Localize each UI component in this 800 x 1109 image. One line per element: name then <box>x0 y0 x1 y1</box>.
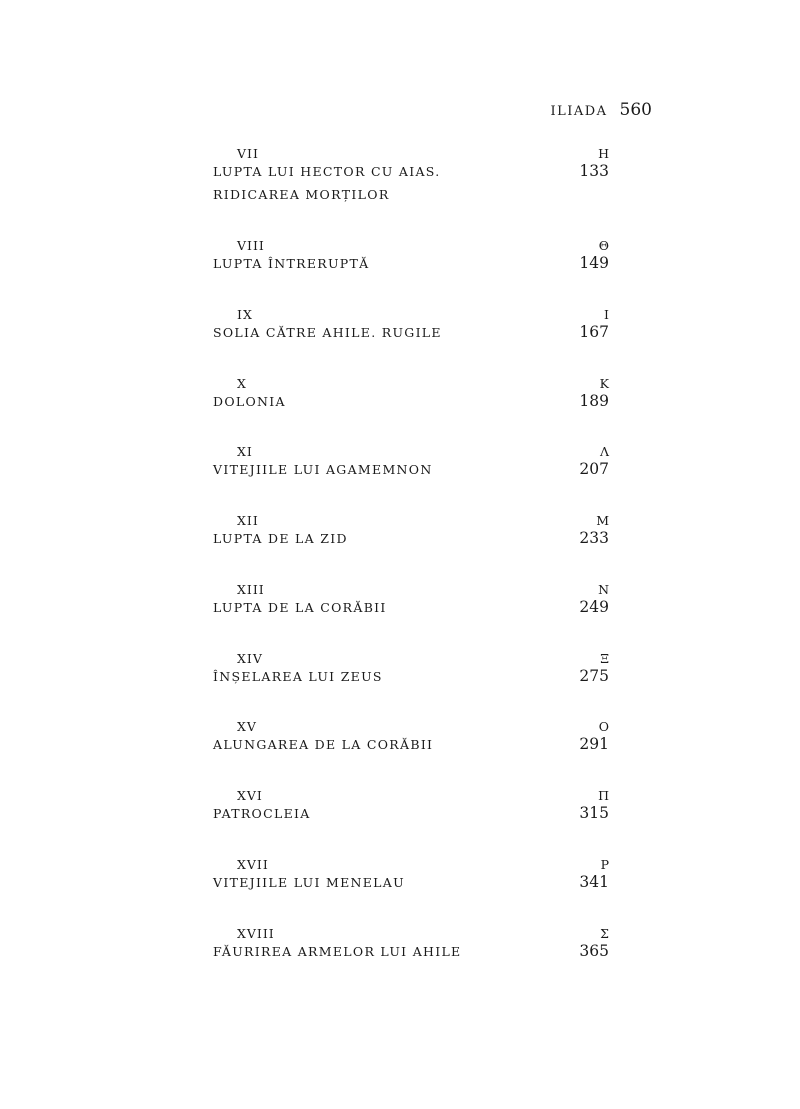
greek-letter: Ρ <box>600 856 609 872</box>
chapter-title <box>213 527 348 550</box>
toc-entry <box>213 299 609 368</box>
greek-letter: Ο <box>598 719 609 735</box>
roman-numeral: XVII <box>237 856 269 872</box>
chapter-title-line: PATROCLEIA <box>213 806 311 821</box>
greek-letter: Κ <box>599 375 609 391</box>
table-of-contents <box>213 138 609 986</box>
toc-entry <box>213 711 609 780</box>
greek-letter: Σ <box>600 925 609 941</box>
greek-letter: Ν <box>598 581 609 597</box>
roman-numeral: X <box>237 375 247 391</box>
greek-letter: Ξ <box>600 650 609 666</box>
chapter-title <box>213 733 433 756</box>
chapter-title-row <box>213 527 609 550</box>
greek-letter: Θ <box>598 238 609 253</box>
toc-entry <box>213 230 609 299</box>
chapter-title-line: ALUNGAREA DE LA CORĂBII <box>213 737 434 753</box>
chapter-title <box>213 871 405 894</box>
chapter-title <box>213 665 383 688</box>
book-number-row <box>213 711 609 733</box>
toc-entry <box>213 368 609 437</box>
book-number-row <box>213 849 609 871</box>
greek-letter: Μ <box>596 513 609 528</box>
toc-entry <box>213 574 609 643</box>
chapter-page-number: 149 <box>579 254 609 272</box>
roman-numeral: XV <box>237 719 257 735</box>
chapter-title-line: LUPTA ÎNTRERUPTĂ <box>213 256 370 271</box>
roman-numeral: VIII <box>237 238 265 253</box>
chapter-title-line: DOLONIA <box>213 393 286 409</box>
chapter-page-number: 249 <box>579 597 609 616</box>
chapter-title-line: LUPTA LUI HECTOR CU AIAS. <box>213 164 441 179</box>
greek-letter: Λ <box>599 444 609 460</box>
greek-letter: Π <box>598 788 609 803</box>
greek-letter: Η <box>598 146 609 161</box>
chapter-title-row <box>213 733 609 756</box>
chapter-title-row <box>213 458 609 481</box>
chapter-title <box>213 252 370 275</box>
roman-numeral: XVI <box>237 788 263 803</box>
chapter-title-line: VITEJIILE LUI AGAMEMNON <box>213 462 433 478</box>
page-number: 560 <box>619 100 652 120</box>
chapter-title <box>213 802 311 825</box>
chapter-title-row <box>213 802 609 825</box>
toc-entry <box>213 780 609 849</box>
chapter-title-line: VITEJIILE LUI MENELAU <box>213 874 405 890</box>
toc-entry <box>213 138 609 230</box>
toc-entry <box>213 849 609 918</box>
chapter-page-number: 341 <box>579 872 609 891</box>
book-number-row <box>213 918 609 940</box>
chapter-title <box>213 321 442 344</box>
roman-numeral: IX <box>237 306 253 322</box>
chapter-title-line: RIDICAREA MORȚILOR <box>213 187 390 202</box>
chapter-page-number: 233 <box>579 529 609 547</box>
toc-entry <box>213 436 609 505</box>
chapter-title-row <box>213 665 609 688</box>
chapter-title-row <box>213 252 609 275</box>
book-number-row <box>213 574 609 596</box>
chapter-title-line: FĂURIREA ARMELOR LUI AHILE <box>213 943 462 959</box>
book-number-row <box>213 780 609 802</box>
roman-numeral: XI <box>237 444 253 460</box>
chapter-page-number: 315 <box>579 804 609 822</box>
greek-letter: Ι <box>604 306 609 322</box>
chapter-title-row <box>213 321 609 344</box>
book-number-row <box>213 138 609 160</box>
book-number-row <box>213 368 609 390</box>
chapter-title-row <box>213 160 609 206</box>
chapter-title <box>213 596 387 619</box>
toc-entry <box>213 505 609 574</box>
chapter-title <box>213 458 433 481</box>
chapter-title-line: ÎNȘELAREA LUI ZEUS <box>213 668 383 684</box>
toc-entry <box>213 643 609 712</box>
roman-numeral: XII <box>237 513 259 528</box>
roman-numeral: XIV <box>237 650 263 666</box>
book-number-row <box>213 436 609 458</box>
roman-numeral: XVIII <box>237 925 275 941</box>
chapter-title <box>213 160 441 206</box>
roman-numeral: VII <box>237 146 259 161</box>
book-number-row <box>213 230 609 252</box>
chapter-page-number: 133 <box>579 162 609 180</box>
roman-numeral: XIII <box>237 581 265 597</box>
chapter-title-line: LUPTA DE LA ZID <box>213 531 348 546</box>
chapter-title-line: SOLIA CĂTRE AHILE. RUGILE <box>213 324 442 340</box>
chapter-page-number: 189 <box>579 391 609 410</box>
book-number-row <box>213 505 609 527</box>
chapter-title-row <box>213 871 609 894</box>
chapter-title-row <box>213 596 609 619</box>
book-title: ILIADA <box>550 104 608 119</box>
toc-entry <box>213 918 609 987</box>
chapter-page-number: 167 <box>579 322 609 341</box>
chapter-title-row <box>213 390 609 413</box>
chapter-page-number: 275 <box>579 666 609 685</box>
running-header <box>500 100 652 120</box>
chapter-page-number: 207 <box>579 460 609 479</box>
chapter-title-line: LUPTA DE LA CORĂBII <box>213 599 387 615</box>
chapter-title <box>213 390 286 413</box>
book-number-row <box>213 643 609 665</box>
chapter-page-number: 291 <box>579 735 609 754</box>
book-number-row <box>213 299 609 321</box>
chapter-title-row <box>213 940 609 963</box>
chapter-title <box>213 940 462 963</box>
chapter-page-number: 365 <box>579 941 609 960</box>
